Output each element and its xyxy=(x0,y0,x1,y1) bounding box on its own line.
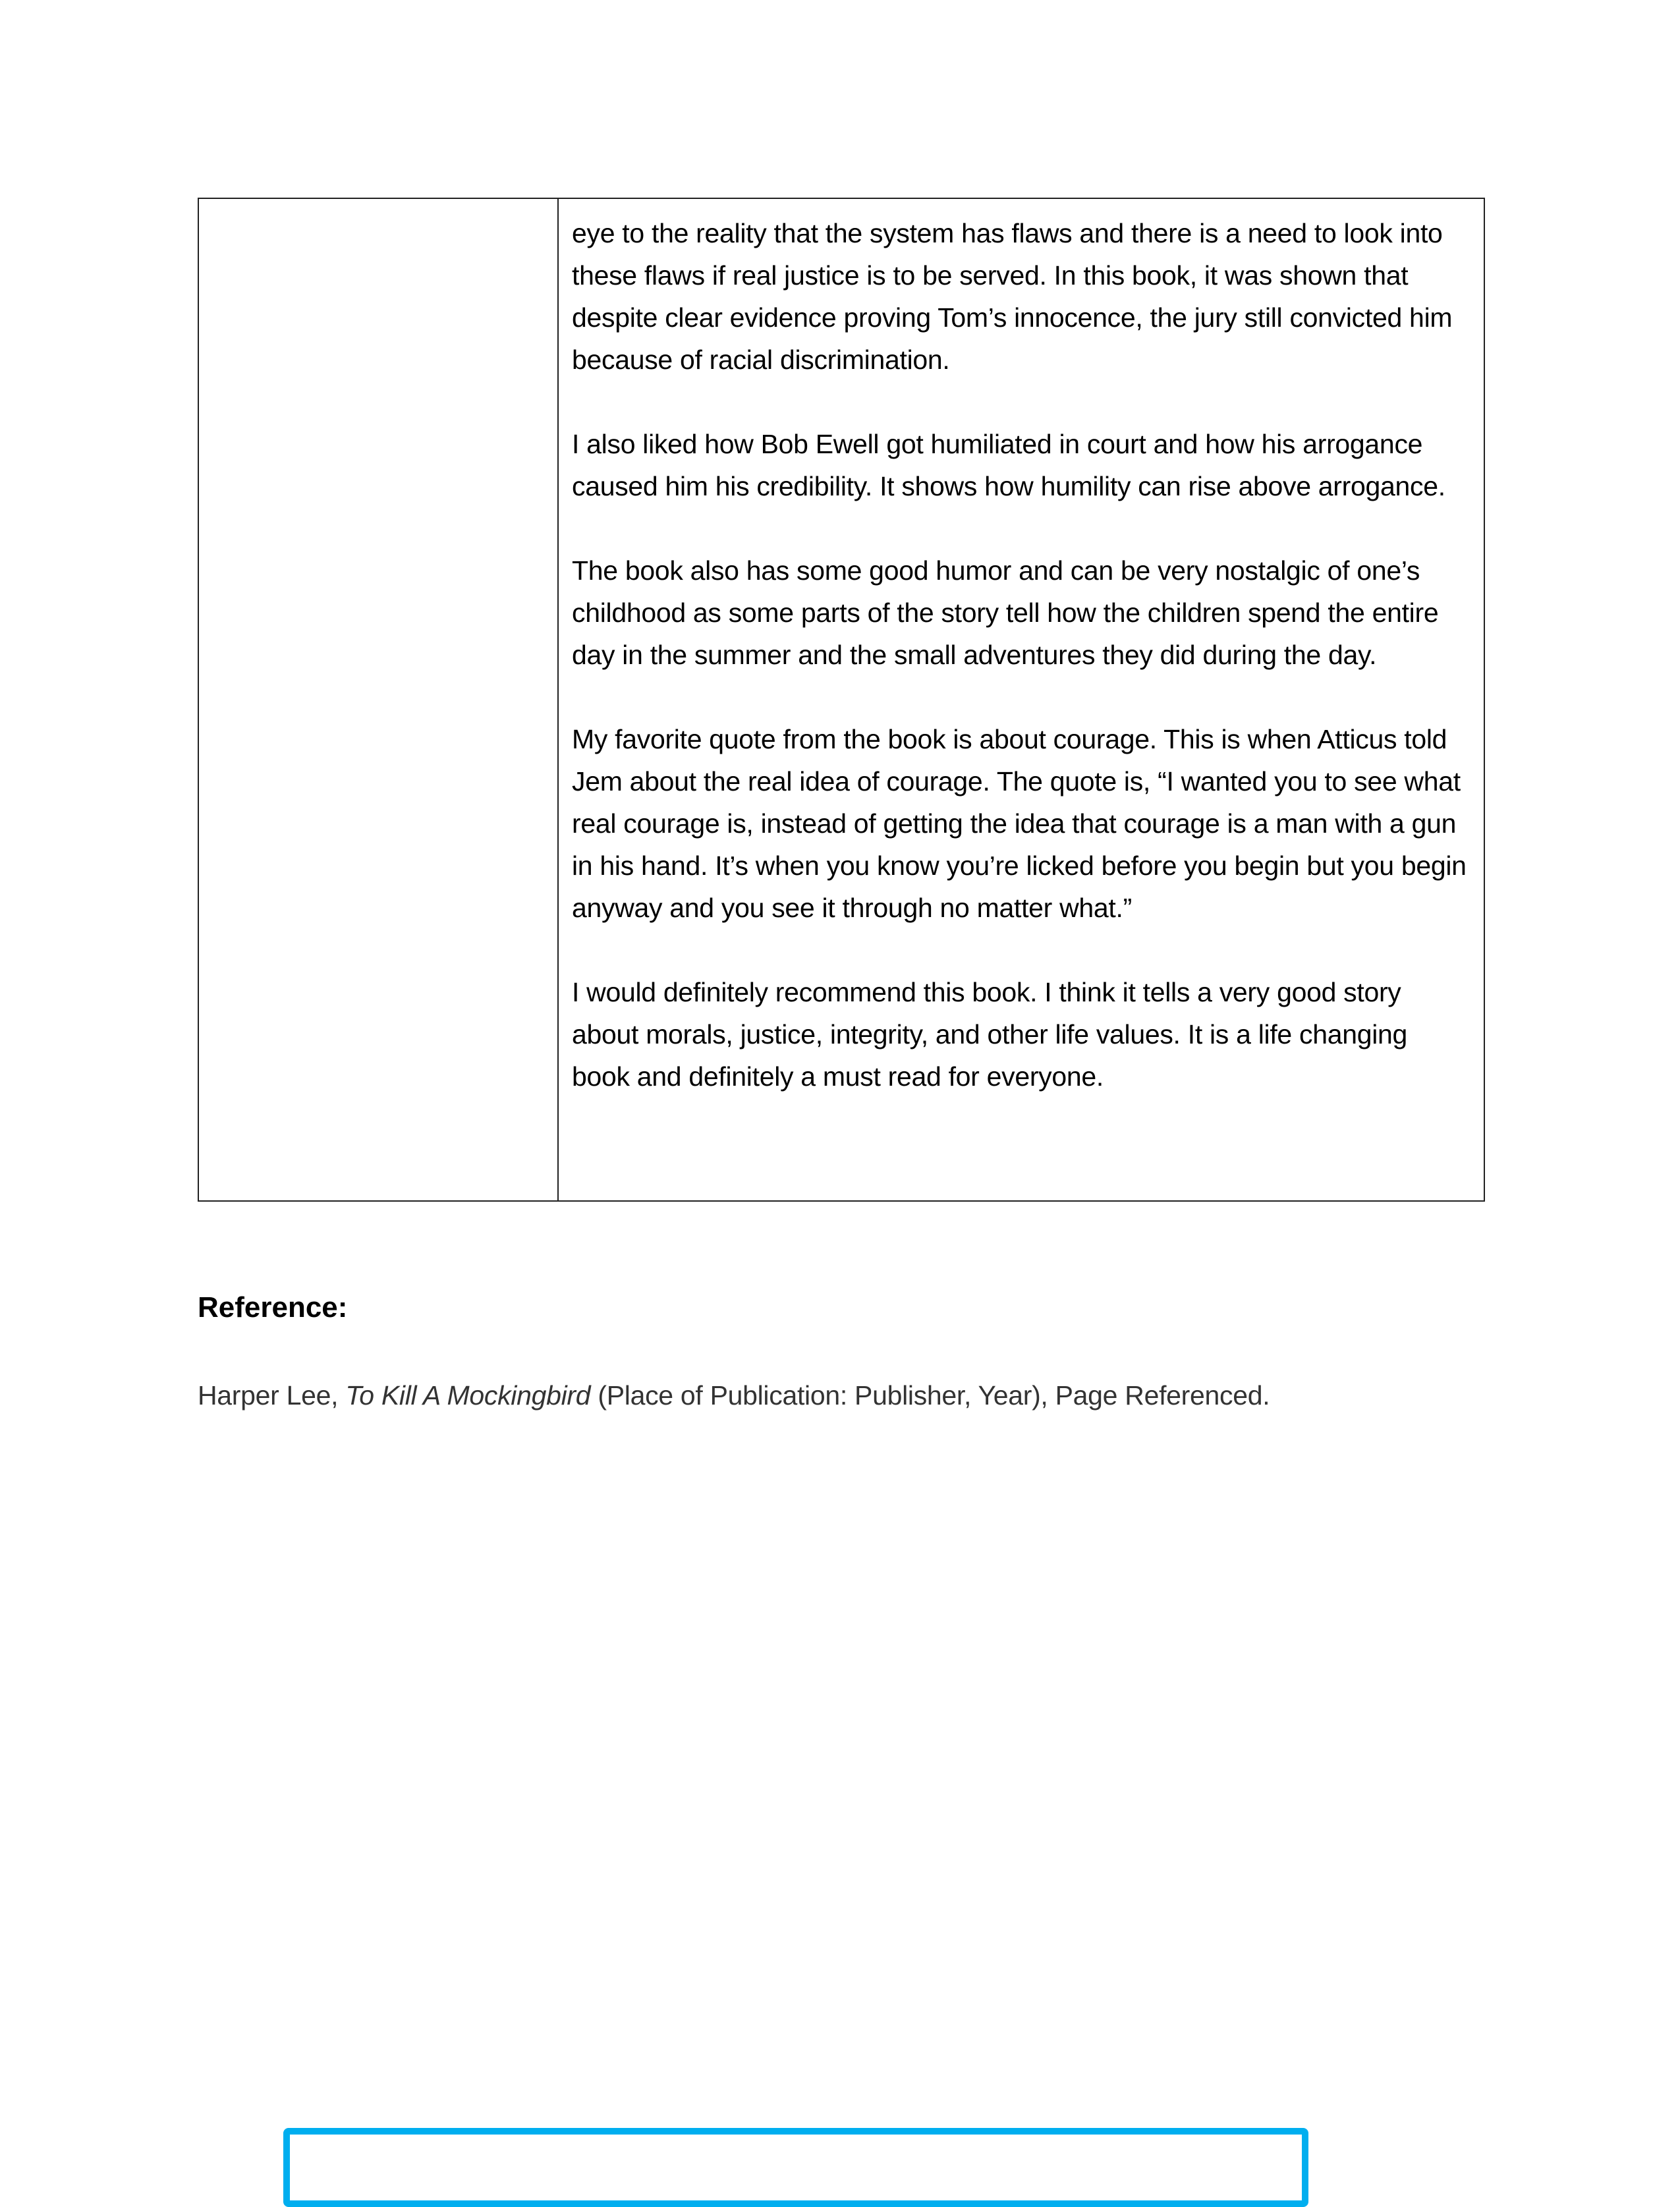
citation-book-title: To Kill A Mockingbird xyxy=(345,1380,591,1411)
review-paragraph-recommendation: I would definitely recommend this book. I think it tells a very good story about morals, justice, integrity, and other life values. It is a life changing book and definitely a must read for everyone. xyxy=(572,977,1408,1092)
review-paragraph-justice: eye to the reality that the system has flaws and there is a need to look into these flaws if real justice is to be served. In this book, it was shown that despite clear evidence proving Tom’s innocence, the jury still convicted him because of racial discrimination. xyxy=(572,218,1453,375)
table-right-cell xyxy=(559,199,1484,1200)
citation-author: Harper Lee, xyxy=(198,1380,346,1411)
citation-details: (Place of Publication: Publisher, Year), Page Referenced. xyxy=(590,1380,1270,1411)
reference-citation xyxy=(198,1376,1270,1415)
review-table xyxy=(198,198,1485,1202)
reference-heading: Reference: xyxy=(198,1291,348,1324)
table-left-cell xyxy=(199,199,559,1200)
review-paragraph-quote: My favorite quote from the book is about courage. This is when Atticus told Jem about the real idea of courage. The quote is, “I wanted you to see what real courage is, instead of getting the idea that courage is a man with a gun in his hand. It’s when you know you’re licked before you begin but you begin anyway and you see it through no matter what.” xyxy=(572,724,1467,923)
review-paragraph-humor: The book also has some good humor and can be very nostalgic of one’s childhood as some parts of the story tell how the children spend the entire day in the summer and the small adventures they did during the day. xyxy=(572,555,1439,670)
blue-frame-box xyxy=(283,2128,1308,2207)
review-paragraph-bob-ewell: I also liked how Bob Ewell got humiliated in court and how his arrogance caused him his credibility. It shows how humility can rise above arrogance. xyxy=(572,429,1445,501)
